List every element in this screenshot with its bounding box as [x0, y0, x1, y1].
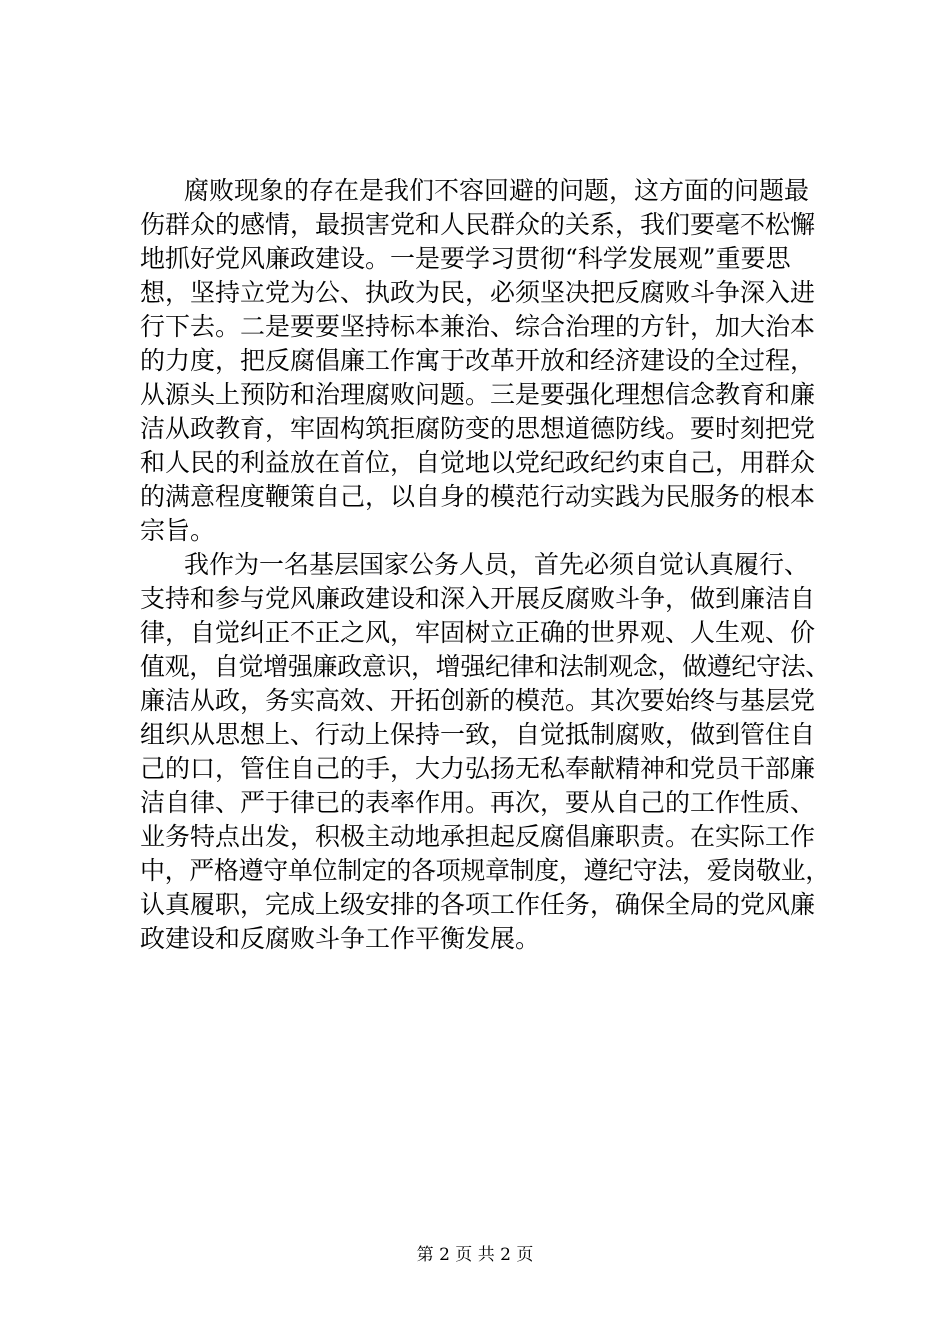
text-line: 我作为一名基层国家公务人员，首先必须自觉认真履行、 — [184, 550, 810, 579]
text-line: 值观，自觉增强廉政意识，增强纪律和法制观念，做遵纪守法、 — [140, 652, 830, 681]
document-body — [140, 174, 830, 956]
text-line: 行下去。二是要要坚持标本兼治、综合治理的方针，加大治本 — [140, 312, 816, 341]
text-line: 组织从思想上、行动上保持一致，自觉抵制腐败，做到管住自 — [140, 720, 816, 749]
text-line: 腐败现象的存在是我们不容回避的问题，这方面的问题最 — [184, 176, 810, 205]
text-line: 认真履职，完成上级安排的各项工作任务，确保全局的党风廉 — [140, 890, 816, 919]
text-line: 支持和参与党风廉政建设和深入开展反腐败斗争，做到廉洁自 — [140, 584, 816, 613]
text-line: 廉洁从政，务实高效、开拓创新的模范。其次要始终与基层党 — [140, 686, 816, 715]
text-line: 律，自觉纠正不正之风，牢固树立正确的世界观、人生观、价 — [140, 618, 816, 647]
text-line: 洁自律、严于律已的表率作用。再次，要从自己的工作性质、 — [140, 788, 816, 817]
text-line: 政建设和反腐败斗争工作平衡发展。 — [140, 924, 541, 953]
text-line: 业务特点出发，积极主动地承担起反腐倡廉职责。在实际工作 — [140, 822, 816, 851]
text-line: 洁从政教育，牢固构筑拒腐防变的思想道德防线。要时刻把党 — [140, 414, 816, 443]
page-number: 第 2 页 共 2 页 — [416, 1245, 534, 1265]
text-line: 宗旨。 — [140, 516, 216, 545]
text-line: 中，严格遵守单位制定的各项规章制度，遵纪守法，爱岗敬业， — [140, 856, 830, 885]
text-line: 的满意程度鞭策自己，以自身的模范行动实践为民服务的根本 — [140, 482, 816, 511]
paragraph-2 — [140, 548, 830, 956]
text-line: 的力度，把反腐倡廉工作寓于改革开放和经济建设的全过程， — [140, 346, 816, 375]
text-line: 和人民的利益放在首位，自觉地以党纪政纪约束自己，用群众 — [140, 448, 816, 477]
text-line: 想，坚持立党为公、执政为民，必须坚决把反腐败斗争深入进 — [140, 278, 816, 307]
page-footer — [0, 1244, 950, 1266]
text-line: 伤群众的感情，最损害党和人民群众的关系，我们要毫不松懈 — [140, 210, 816, 239]
paragraph-1 — [140, 174, 818, 548]
text-line: 己的口，管住自己的手，大力弘扬无私奉献精神和党员干部廉 — [140, 754, 816, 783]
text-line: 从源头上预防和治理腐败问题。三是要强化理想信念教育和廉 — [140, 380, 816, 409]
text-line: 地抓好党风廉政建设。一是要学习贯彻“科学发展观”重要思 — [140, 244, 791, 273]
